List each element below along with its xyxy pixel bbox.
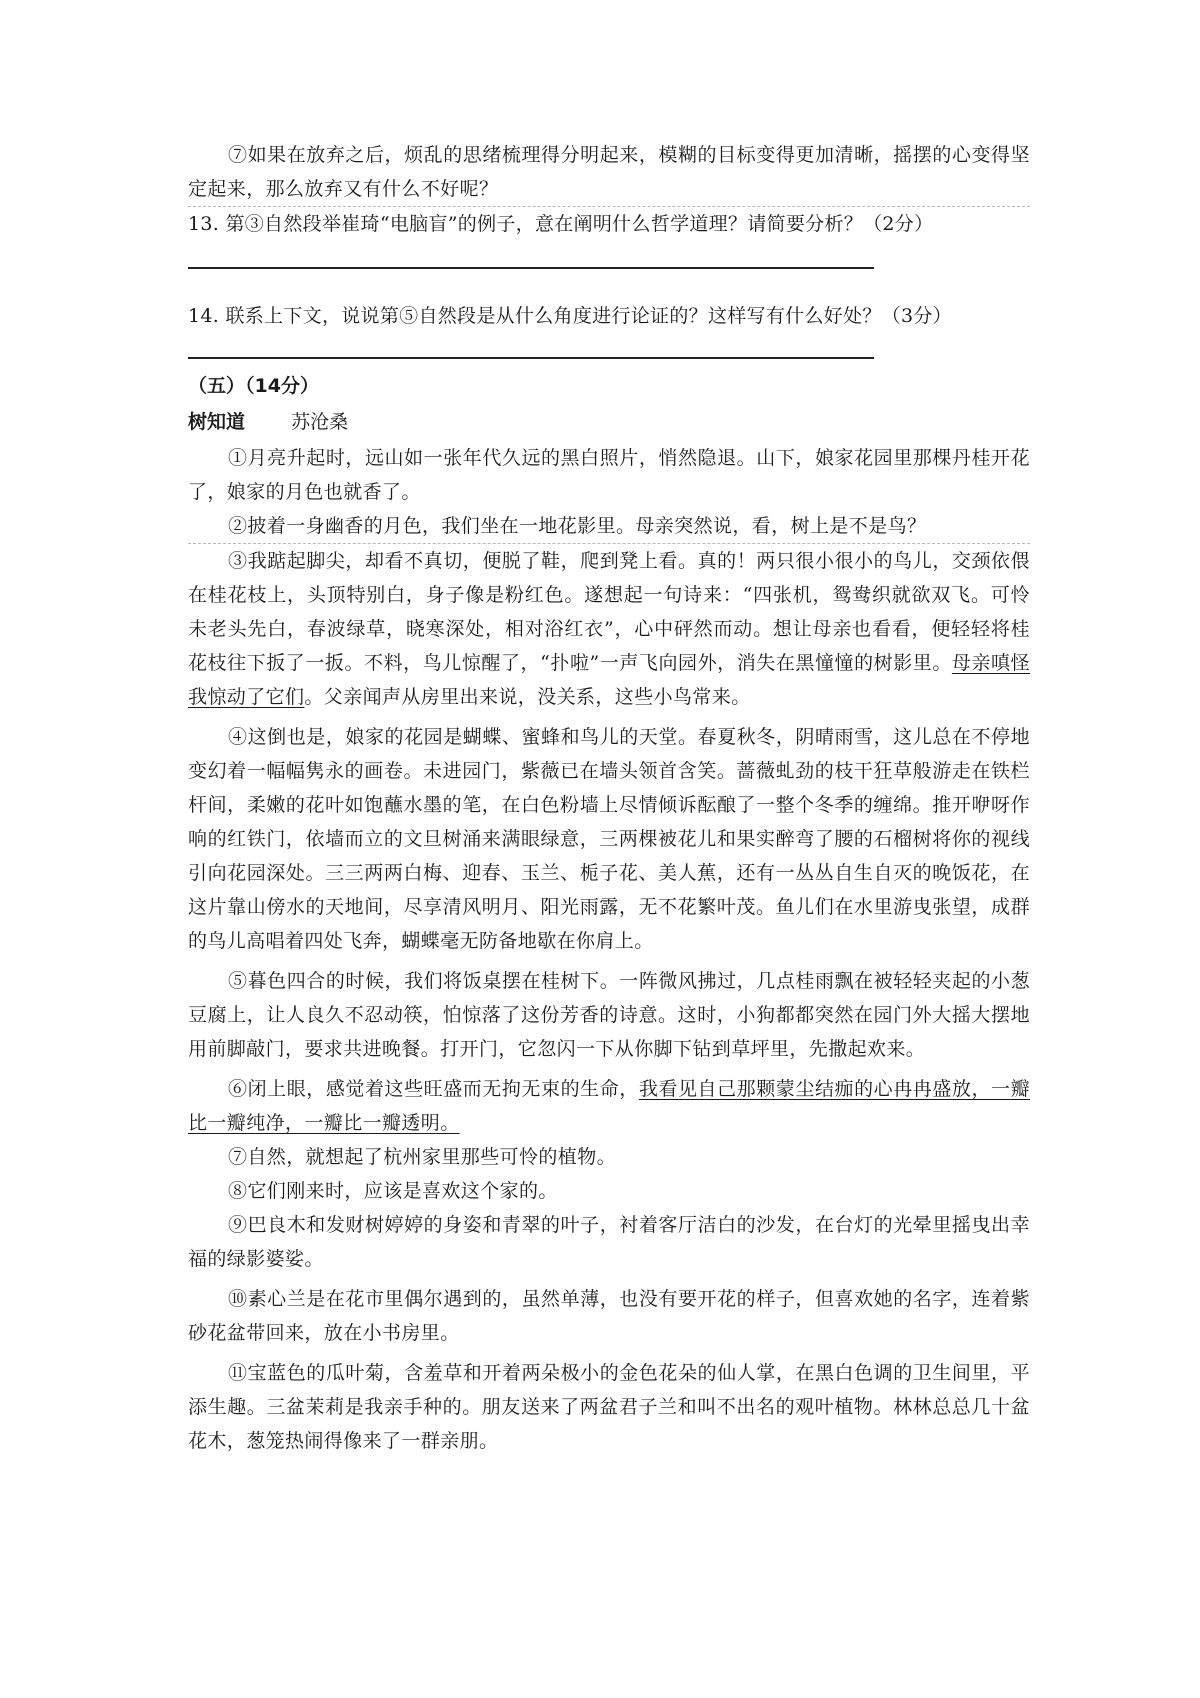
question-13: 13. 第③自然段举崔琦“电脑盲”的例子，意在阐明什么哲学道理？请简要分析？（2分） [188, 213, 934, 235]
paragraph-3-text-b: 。父亲闻声从房里出来说，没关系，这些小鸟常来。 [304, 686, 751, 708]
question-14: 14. 联系上下文，说说第⑤自然段是从什么角度进行论证的？这样写有什么好处？（3分） [188, 305, 952, 327]
paragraph-8: ⑧它们刚来时，应该是喜欢这个家的。 [228, 1180, 558, 1202]
paragraph-2: ②披着一身幽香的月色，我们坐在一地花影里。母亲突然说，看，树上是不是鸟？ [188, 509, 1030, 544]
paragraph-3 [188, 544, 1030, 714]
paragraph-6-text-a: ⑥闭上眼，感觉着这些旺盛而无拘无束的生命， [228, 1078, 639, 1100]
paragraph-11: ⑪宝蓝色的瓜叶菊，含羞草和开着两朵极小的金色花朵的仙人掌，在黑白色调的卫生间里，平添生趣。三盆茉莉是我亲手种的。朋友送来了两盆君子兰和叫不出名的观叶植物。林林总总几十盆花木，葱笼热闹得像来了一群亲朋。 [188, 1362, 1030, 1452]
paragraph-1: ①月亮升起时，远山如一张年代久远的黑白照片，悄然隐退。山下，娘家花园里那棵丹桂开花了，娘家的月色也就香了。 [188, 447, 1030, 503]
paragraph-4: ④这倒也是，娘家的花园是蝴蝶、蜜蜂和鸟儿的天堂。春夏秋冬，阴晴雨雪，这儿总在不停地变幻着一幅幅隽永的画卷。未进园门，紫薇已在墙头领首含笑。蔷薇虬劲的枝干狂草般游走在铁栏杆间，柔嫩的花叶如饱蘸水墨的笔，在白色粉墙上尽情倾诉酝酿了一整个冬季的缠绵。推开咿呀作响的红铁门，依墙而立的文旦树涌来满眼绿意，三两棵被花儿和果实醉弯了腰的石榴树将你的视线引向花园深处。三三两两白梅、迎春、玉兰、栀子花、美人蕉，还有一丛丛自生自灭的晚饭花，在这片靠山傍水的天地间，尽享清风明月、阳光雨露，无不花繁叶茂。鱼儿们在水里游曳张望，成群的鸟儿高唱着四处飞奔，蝴蝶毫无防备地歇在你肩上。 [188, 726, 1030, 952]
answer-line-14[interactable] [188, 357, 874, 359]
paragraph-3-underlined: 母亲嗔怪我惊动了它们 [188, 652, 1030, 708]
document-page [188, 138, 1030, 1458]
paragraph-7-prev-passage: ⑦如果在放弃之后，烦乱的思绪梳理得分明起来，模糊的目标变得更加清晰，摇摆的心变得坚定起来，那么放弃又有什么不好呢？ [188, 138, 1030, 207]
answer-line-13[interactable] [188, 267, 874, 269]
article-title: 树知道 [188, 411, 246, 433]
paragraph-3-text-a: ③我踮起脚尖，却看不真切，便脱了鞋，爬到凳上看。真的！两只很小很小的鸟儿，交颈依偎在桂花枝上，头顶特别白，身子像是粉红色。遂想起一句诗来：“四张机，鸳鸯织就欲双飞。可怜未老头先白，春波绿草，晓寒深处，相对浴红衣”，心中砰然而动。想让母亲也看看，便轻轻将桂花枝往下扳了一扳。不料，鸟儿惊醒了，“扑啦”一声飞向园外，消失在黑憧憧的树影里。 [188, 550, 1030, 674]
article-title-row [188, 405, 1030, 439]
article-author: 苏沧桑 [291, 411, 349, 433]
paragraph-6 [188, 1072, 1030, 1140]
paragraph-9: ⑨巴良木和发财树婷婷的身姿和青翠的叶子，衬着客厅洁白的沙发，在台灯的光晕里摇曳出幸福的绿影婆娑。 [188, 1214, 1030, 1270]
paragraph-10: ⑩素心兰是在花市里偶尔遇到的，虽然单薄，也没有要开花的样子，但喜欢她的名字，连着紫砂花盆带回来，放在小书房里。 [188, 1288, 1030, 1344]
section-heading: （五）（14分） [188, 375, 319, 397]
paragraph-6-underlined: 我看见自己那颗蒙尘结痂的心冉冉盛放，一瓣比一瓣纯净，一瓣比一瓣透明。 [188, 1078, 1030, 1134]
paragraph-7: ⑦自然，就想起了杭州家里那些可怜的植物。 [228, 1146, 617, 1168]
paragraph-5: ⑤暮色四合的时候，我们将饭桌摆在桂树下。一阵微风拂过，几点桂雨飘在被轻轻夹起的小葱豆腐上，让人良久不忍动筷，怕惊落了这份芳香的诗意。这时，小狗都都突然在园门外大摇大摆地用前脚敲门，要求共进晚餐。打开门，它忽闪一下从你脚下钻到草坪里，先撒起欢来。 [188, 970, 1030, 1060]
